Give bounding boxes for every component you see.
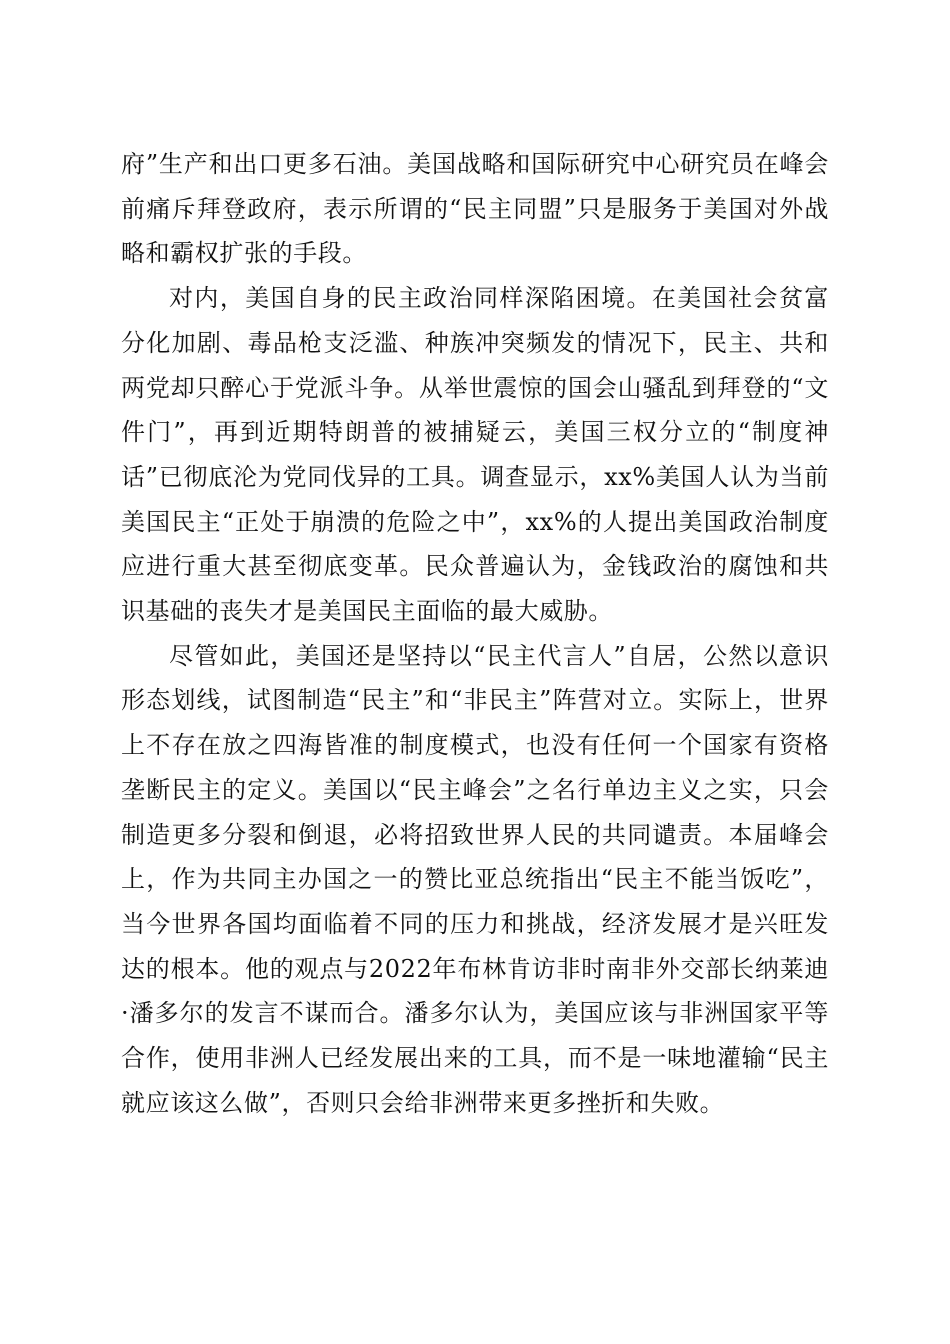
paragraph-continuation: 府”生产和出口更多石油。美国战略和国际研究中心研究员在峰会前痛斥拜登政府，表示所谓的“民主同盟”只是服务于美国对外战略和霸权扩张的手段。 [121,150,829,268]
paragraph-domestic-politics: 对内，美国自身的民主政治同样深陷困境。在美国社会贫富分化加剧、毒品枪支泛滥、种族冲突频发的情况下，民主、共和两党却只醉心于党派斗争。从举世震惊的国会山骚乱到拜登的“文件门”，再到近期特朗普的被捕疑云，美国三权分立的“制度神话”已彻底沦为党同伐异的工具。调查显示，xx%美国人认为当前美国民主“正处于崩溃的危险之中”，xx%的人提出美国政治制度应进行重大甚至彻底变革。民众普遍认为，金钱政治的腐蚀和共识基础的丧失才是美国民主面临的最大威胁。 [121,284,829,626]
document-body [121,142,829,1125]
paragraph-democracy-summit: 尽管如此，美国还是坚持以“民主代言人”自居，公然以意识形态划线，试图制造“民主”和“非民主”阵营对立。实际上，世界上不存在放之四海皆准的制度模式，也没有任何一个国家有资格垄断民主的定义。美国以“民主峰会”之名行单边主义之实，只会制造更多分裂和倒退，必将招致世界人民的共同谴责。本届峰会上，作为共同主办国之一的赞比亚总统指出“民主不能当饭吃”，当今世界各国均面临着不同的压力和挑战，经济发展才是兴旺发达的根本。他的观点与2022年布林肯访非时南非外交部长纳莱迪·潘多尔的发言不谋而合。潘多尔认为，美国应该与非洲国家平等合作，使用非洲人已经发展出来的工具，而不是一味地灌输“民主就应该这么做”，否则只会给非洲带来更多挫折和失败。 [121,641,829,1117]
